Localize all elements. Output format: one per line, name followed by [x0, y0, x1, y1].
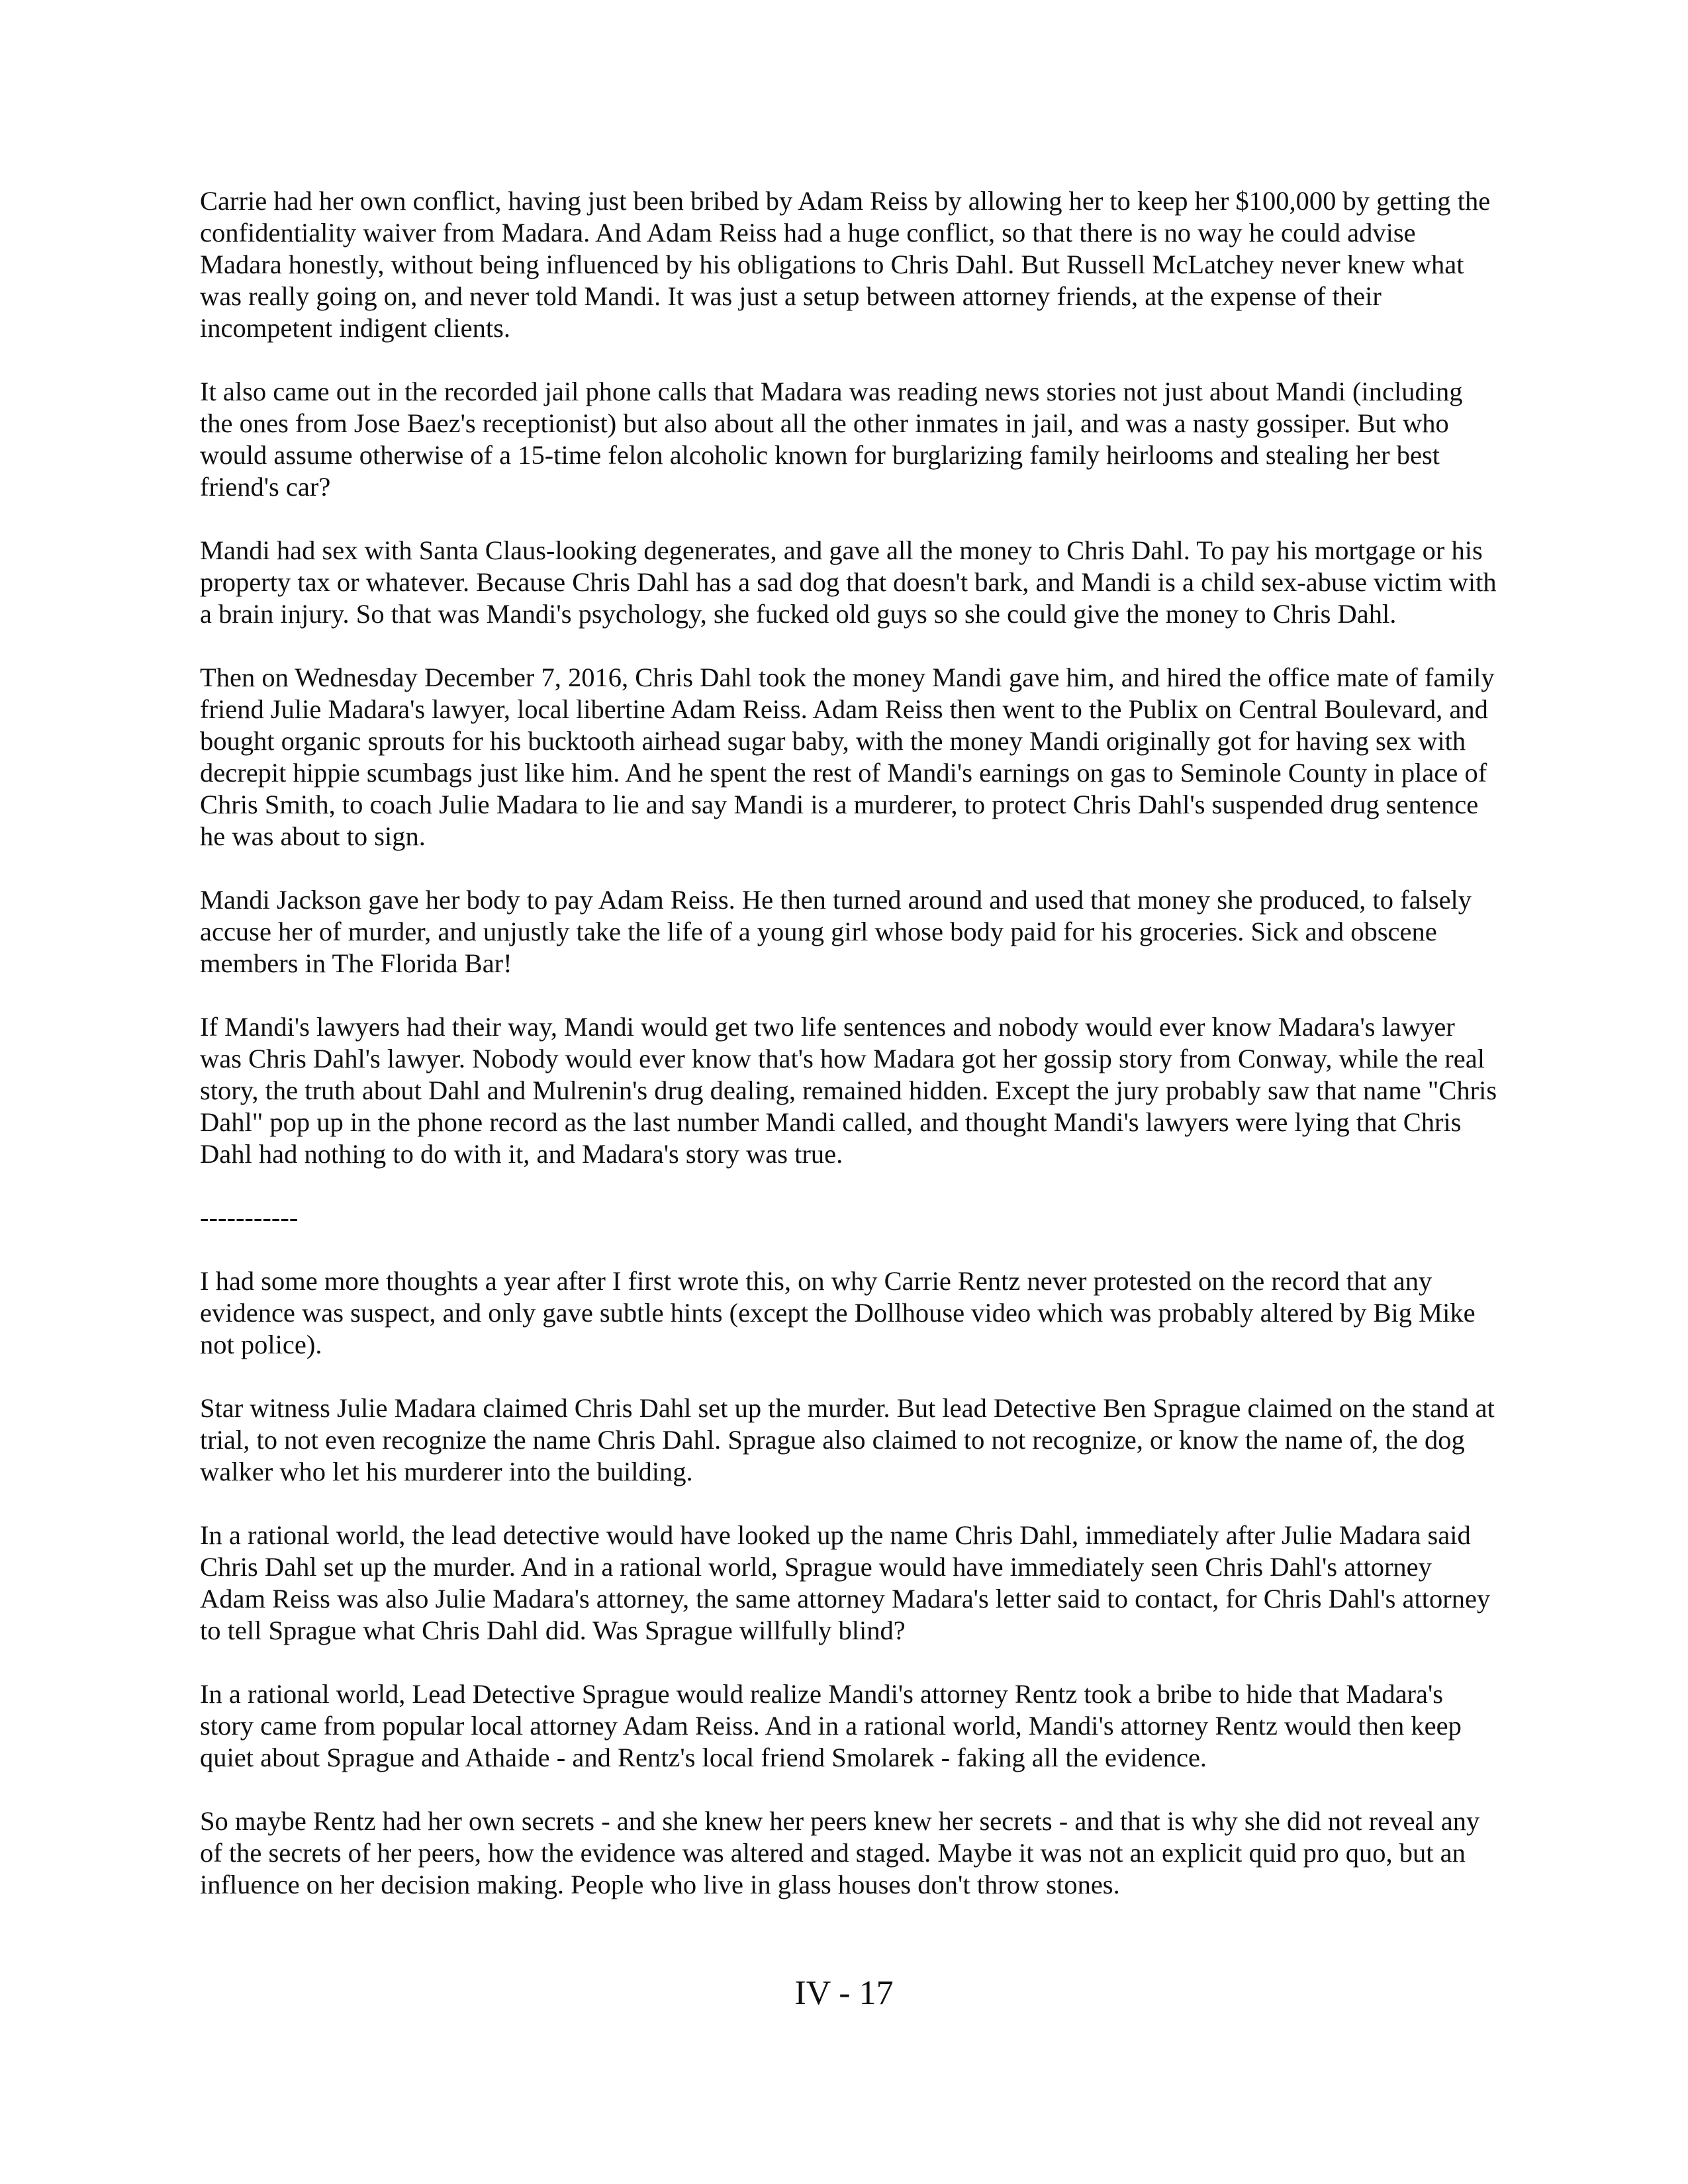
paragraph: If Mandi's lawyers had their way, Mandi would get two life sentences and nobody would ever know Madara's lawyer was Chris Dahl's lawyer. Nobody would ever know that's how Madara got her gossip story from Conway, while the real story, the truth about Dahl and Mulrenin's drug dealing, remained hidden. Except the jury probably saw that name "Chris Dahl" pop up in the phone record as the last number Mandi called, and thought Mandi's lawyers were lying that Chris Dahl had nothing to do with it, and Madara's story was true.: [200, 1012, 1497, 1169]
paragraph: Star witness Julie Madara claimed Chris Dahl set up the murder. But lead Detective Ben Sprague claimed on the stand at trial, to not even recognize the name Chris Dahl. Sprague also claimed to not recognize, or know the name of, the dog walker who let his murderer into the building.: [200, 1393, 1495, 1486]
page-number: IV - 17: [794, 1974, 894, 2012]
paragraph: I had some more thoughts a year after I first wrote this, on why Carrie Rentz never protested on the record that any evidence was suspect, and only gave subtle hints (except the Dollhouse video which was probably altered by Big Mike not police).: [200, 1266, 1476, 1359]
paragraph: Mandi had sex with Santa Claus-looking degenerates, and gave all the money to Chris Dahl. To pay his mortgage or his property tax or whatever. Because Chris Dahl has a sad dog that doesn't bark, and Mandi is a child sex-abuse victim with a brain injury. So that was Mandi's psychology, she fucked old guys so she could give the money to Chris Dahl.: [200, 535, 1497, 629]
paragraph: In a rational world, Lead Detective Sprague would realize Mandi's attorney Rentz took a bribe to hide that Madara's story came from popular local attorney Adam Reiss. And in a rational world, Mandi's attorney Rentz would then keep quiet about Sprague and Athaide - and Rentz's local friend Smolarek - faking all the evidence.: [200, 1679, 1462, 1772]
paragraph: Carrie had her own conflict, having just been bribed by Adam Reiss by allowing her to keep her $100,000 by getting the confidentiality waiver from Madara. And Adam Reiss had a huge conflict, so that there is no way he could advise Madara honestly, without being influenced by his obligations to Chris Dahl. But Russell McLatchey never knew what was really going on, and never told Mandi. It was just a setup between attorney friends, at the expense of their incompetent indigent clients.: [200, 186, 1491, 343]
section-separator: -----------: [200, 1203, 299, 1232]
paragraph: In a rational world, the lead detective would have looked up the name Chris Dahl, immediately after Julie Madara said Chris Dahl set up the murder. And in a rational world, Sprague would have immediately seen Chris Dahl's attorney Adam Reiss was also Julie Madara's attorney, the same attorney Madara's letter said to contact, for Chris Dahl's attorney to tell Sprague what Chris Dahl did. Was Sprague willfully blind?: [200, 1520, 1491, 1645]
paragraph: So maybe Rentz had her own secrets - and she knew her peers knew her secrets - and that is why she did not reveal any of the secrets of her peers, how the evidence was altered and staged. Maybe it was not an explicit quid pro quo, but an influence on her decision making. People who live in glass houses don't throw stones.: [200, 1806, 1480, 1899]
paragraph: It also came out in the recorded jail phone calls that Madara was reading news stories not just about Mandi (including the ones from Jose Baez's receptionist) but also about all the other inmates in jail, and was a nasty gossiper. But who would assume otherwise of a 15-time felon alcoholic known for burglarizing family heirlooms and stealing her best friend's car?: [200, 377, 1463, 502]
page-body: [200, 185, 1497, 1933]
paragraph: Then on Wednesday December 7, 2016, Chris Dahl took the money Mandi gave him, and hired the office mate of family friend Julie Madara's lawyer, local libertine Adam Reiss. Adam Reiss then went to the Publix on Central Boulevard, and bought organic sprouts for his bucktooth airhead sugar baby, with the money Mandi originally got for having sex with decrepit hippie scumbags just like him. And he spent the rest of Mandi's earnings on gas to Seminole County in place of Chris Smith, to coach Julie Madara to lie and say Mandi is a murderer, to protect Chris Dahl's suspended drug sentence he was about to sign.: [200, 662, 1495, 851]
paragraph: Mandi Jackson gave her body to pay Adam Reiss. He then turned around and used that money she produced, to falsely accuse her of murder, and unjustly take the life of a young girl whose body paid for his groceries. Sick and obscene members in The Florida Bar!: [200, 885, 1472, 978]
